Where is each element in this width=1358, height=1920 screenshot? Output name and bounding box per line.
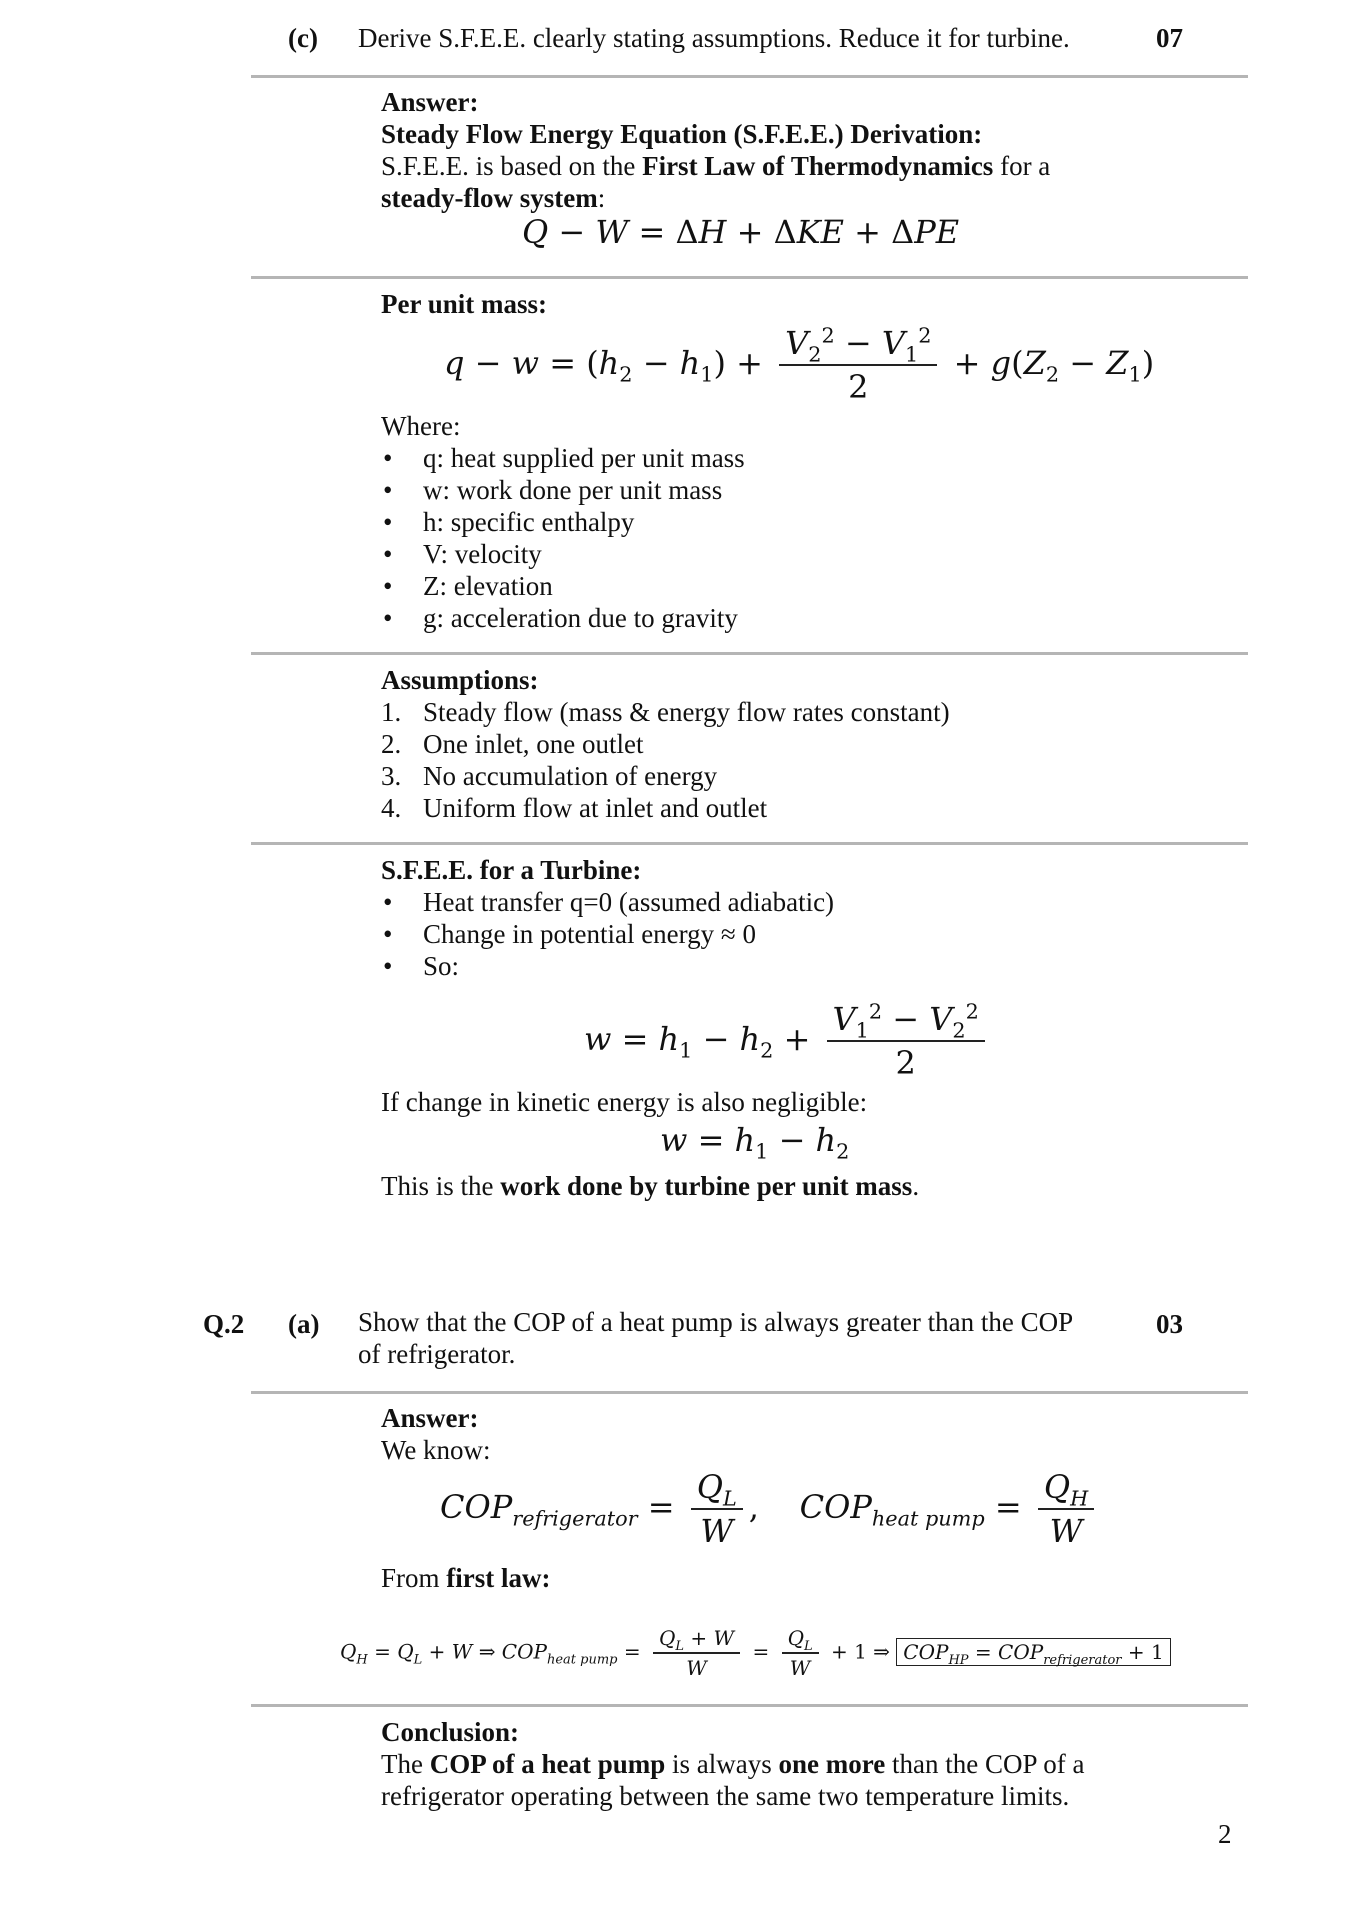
list-item: • q: heat supplied per unit mass bbox=[381, 442, 745, 474]
intro-line-2: steady-flow system: bbox=[381, 183, 606, 213]
answer-label: Answer: bbox=[381, 1403, 479, 1433]
list-item: 2. One inlet, one outlet bbox=[381, 729, 644, 759]
question-marks: 07 bbox=[1156, 23, 1183, 53]
derivation-title: Steady Flow Energy Equation (S.F.E.E.) Derivation: bbox=[381, 119, 983, 149]
section-divider bbox=[251, 842, 1248, 845]
list-item: 4. Uniform flow at inlet and outlet bbox=[381, 793, 768, 823]
list-item: • So: bbox=[381, 950, 834, 982]
ke-negligible-text: If change in kinetic energy is also negligible: bbox=[381, 1087, 868, 1117]
page-number: 2 bbox=[1218, 1819, 1232, 1849]
per-unit-mass-label: Per unit mass: bbox=[381, 289, 547, 319]
turbine-work-simplified: $w = h_1 - h_2$ bbox=[660, 1121, 850, 1164]
assumptions-label: Assumptions: bbox=[381, 665, 539, 695]
turbine-label: S.F.E.E. for a Turbine: bbox=[381, 855, 642, 885]
section-divider bbox=[251, 1704, 1248, 1707]
assumptions-list bbox=[381, 696, 950, 824]
turbine-conclusion: This is the work done by turbine per unit mass. bbox=[381, 1171, 920, 1201]
list-item: • Change in potential energy ≈ 0 bbox=[381, 918, 834, 950]
cop-relation-equation: $Q_H = Q_L + W$ ⇒ $COP_{heat pump}$ = $\frac{Q_L + W}{W}$ = $\frac{Q_L}{W}$ + 1 ⇒ $COP_{HP} = COP_{refrigerator} + 1$ bbox=[340, 1626, 1171, 1680]
intro-line-1: S.F.E.E. is based on the First Law of Thermodynamics for a bbox=[381, 151, 1051, 181]
question-text: Derive S.F.E.E. clearly stating assumptions. Reduce it for turbine. bbox=[358, 23, 1070, 53]
we-know-text: We know: bbox=[381, 1435, 491, 1465]
section-divider bbox=[251, 652, 1248, 655]
variable-list bbox=[381, 442, 745, 634]
turbine-work-equation: $w = h_1 - h_2$ + $\frac{V_1^2 - V_2^2}{2}$ bbox=[584, 1000, 991, 1083]
cop-definitions: $COP_{refrigerator}$ = $\frac{Q_L}{W}$ , $COP_{heat pump}$ = $\frac{Q_H}{W}$ bbox=[440, 1468, 1100, 1551]
question-marks: 03 bbox=[1156, 1309, 1183, 1339]
list-item: • Heat transfer q=0 (assumed adiabatic) bbox=[381, 886, 834, 918]
section-divider bbox=[251, 276, 1248, 279]
conclusion-line-1: The COP of a heat pump is always one more than the COP of a bbox=[381, 1749, 1085, 1779]
list-item: • h: specific enthalpy bbox=[381, 506, 745, 538]
conclusion-line-2: refrigerator operating between the same two temperature limits. bbox=[381, 1781, 1070, 1811]
question-part-label: (c) bbox=[288, 23, 318, 53]
section-divider bbox=[251, 75, 1248, 78]
first-law-text: From first law: bbox=[381, 1563, 551, 1593]
energy-equation: Q − W = ΔH + ΔKE + ΔPE bbox=[522, 213, 960, 251]
answer-label: Answer: bbox=[381, 87, 479, 117]
per-unit-mass-equation: $q - w = (h_2 - h_1)$ + $\frac{V_2^2 - V_1^2}{2}$ + $g(Z_2 - Z_1)$ bbox=[444, 323, 1155, 407]
question-text: Show that the COP of a heat pump is always greater than the COP of refrigerator. bbox=[358, 1307, 1074, 1369]
section-divider bbox=[251, 1391, 1248, 1394]
where-label: Where: bbox=[381, 411, 461, 441]
turbine-list bbox=[381, 886, 834, 982]
question-part-label: (a) bbox=[288, 1309, 320, 1339]
list-item: • w: work done per unit mass bbox=[381, 474, 745, 506]
list-item: • g: acceleration due to gravity bbox=[381, 602, 745, 634]
question-number: Q.2 bbox=[203, 1309, 245, 1339]
list-item: • Z: elevation bbox=[381, 570, 745, 602]
conclusion-label: Conclusion: bbox=[381, 1717, 520, 1747]
list-item: 1. Steady flow (mass & energy flow rates constant) bbox=[381, 697, 950, 727]
list-item: 3. No accumulation of energy bbox=[381, 761, 718, 791]
list-item: • V: velocity bbox=[381, 538, 745, 570]
